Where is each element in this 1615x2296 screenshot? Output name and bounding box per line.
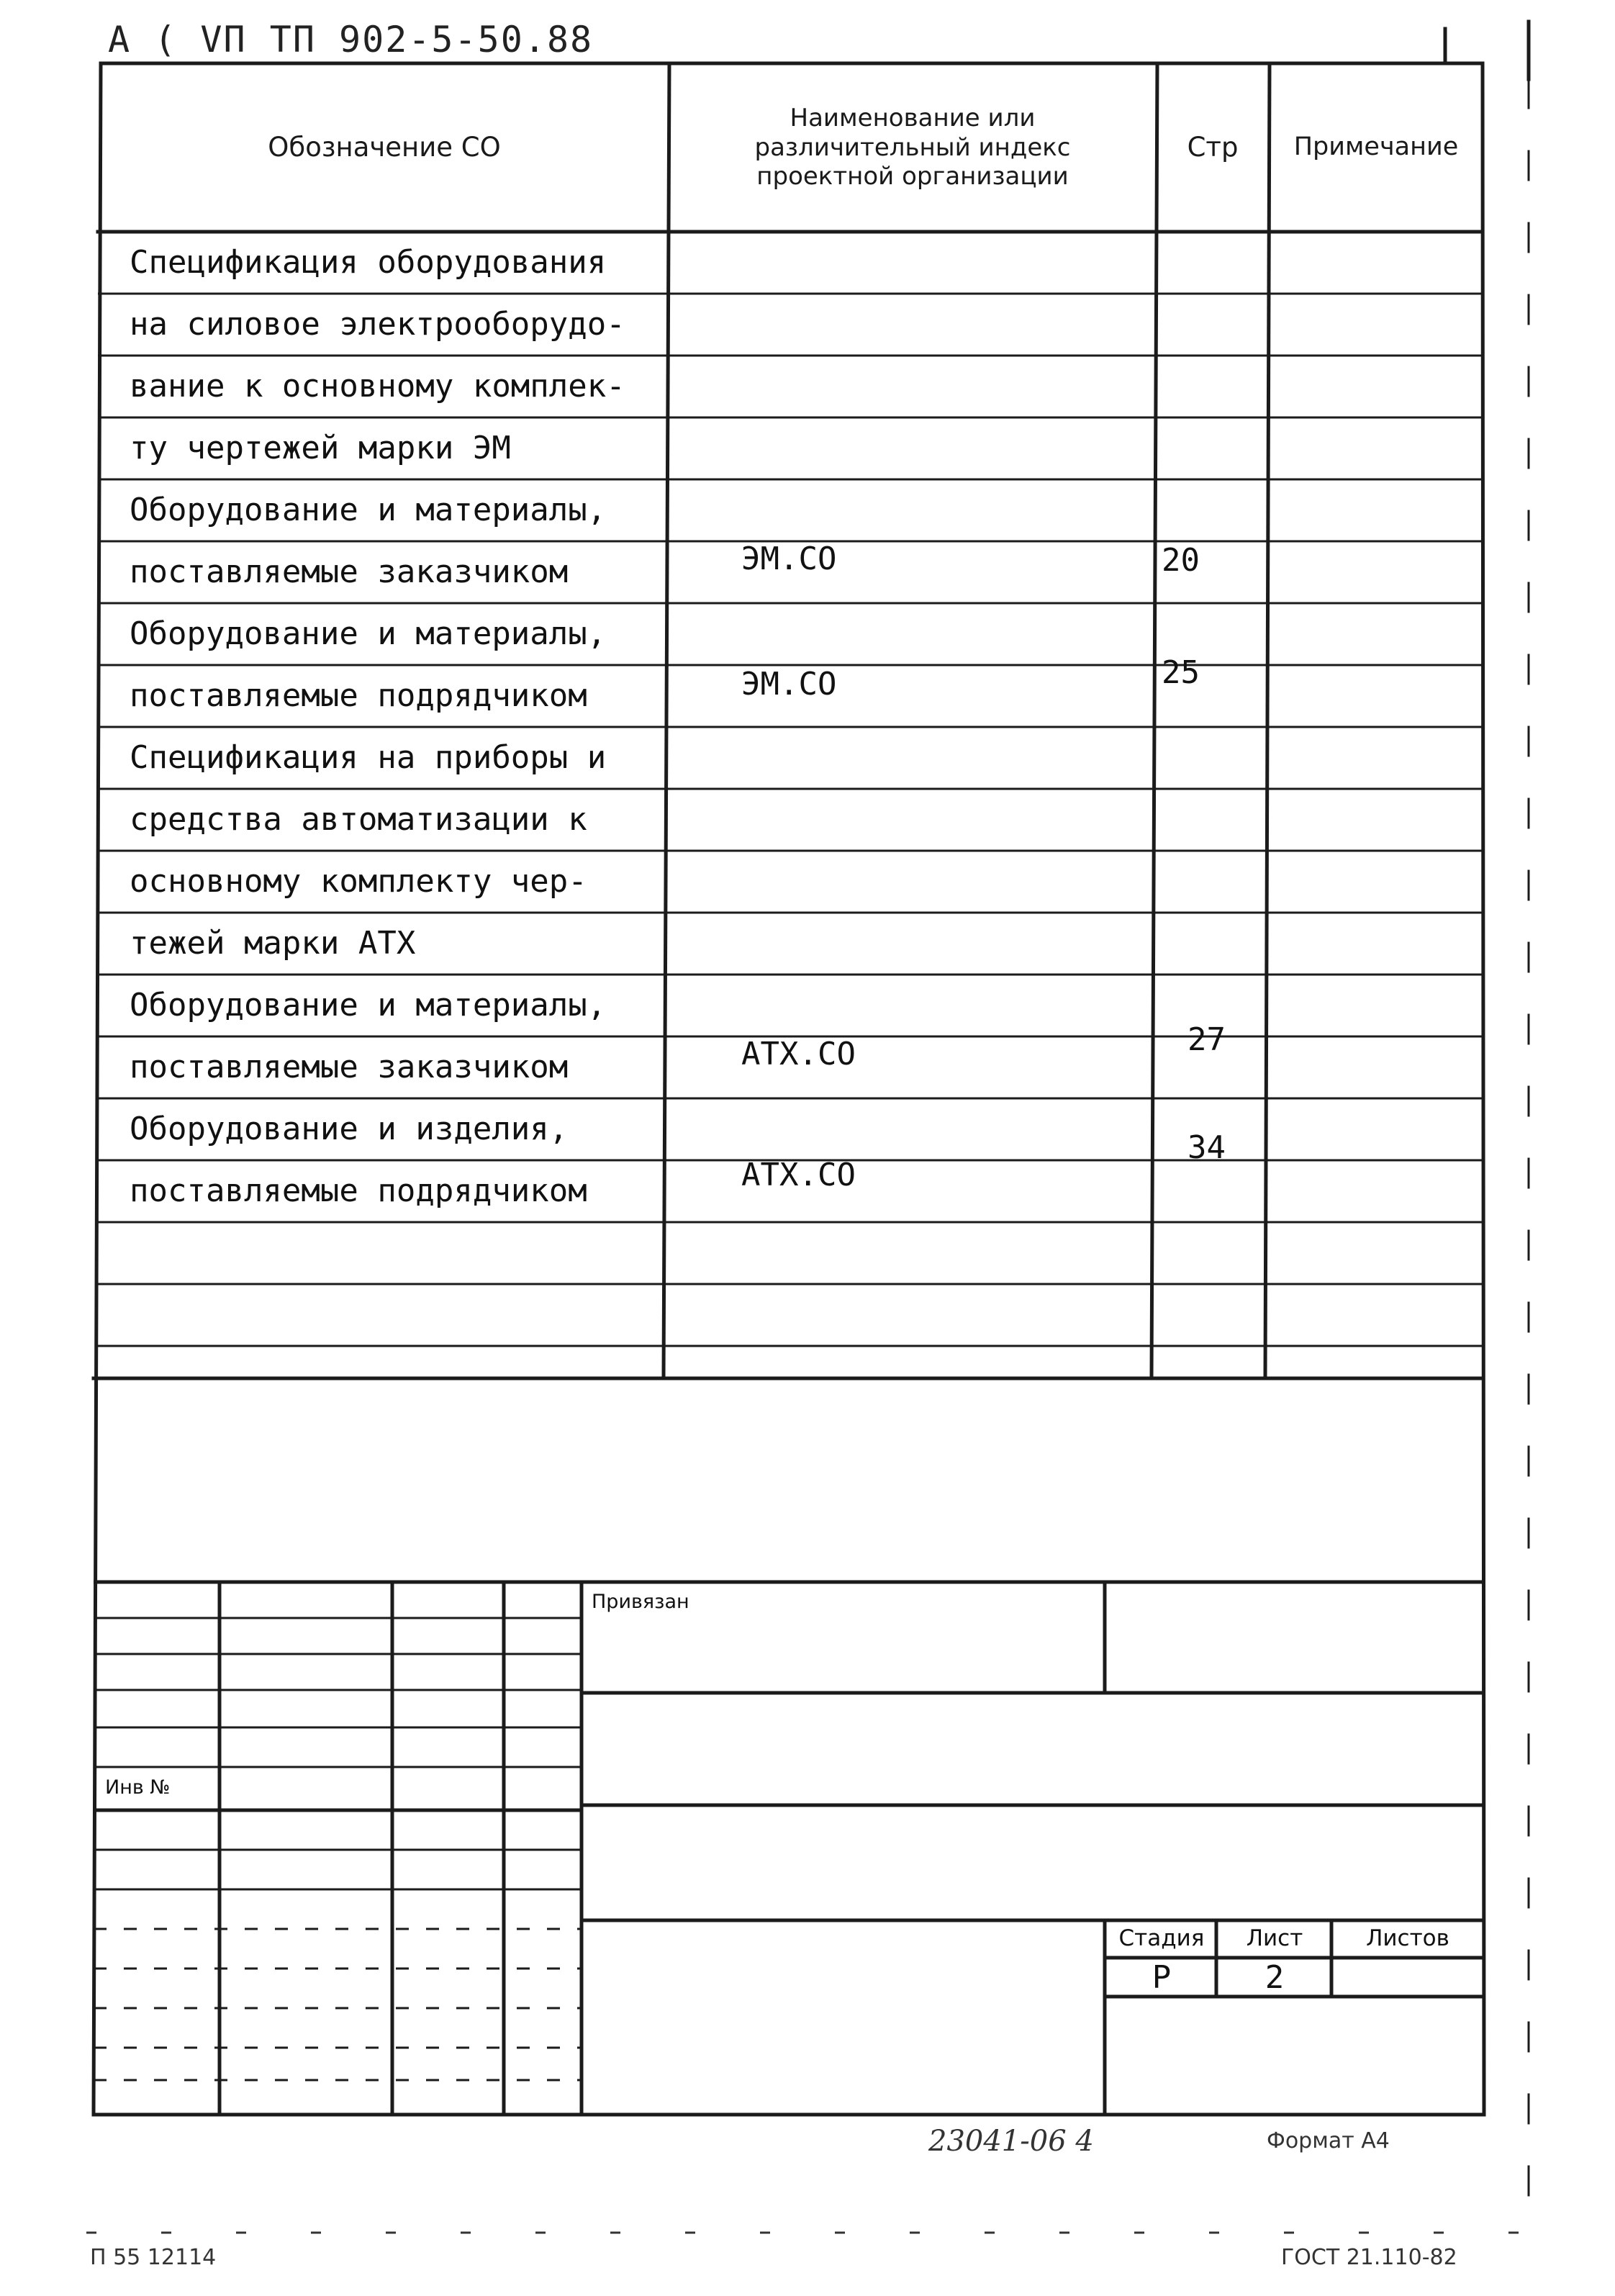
row-8-text: поставляемые подрядчиком (130, 677, 587, 714)
row-9-text: Спецификация на приборы и (130, 739, 607, 776)
header-name-line-3: проектной организации (756, 162, 1069, 191)
row-14-code: АТХ.СО (741, 1036, 856, 1072)
sheet-header: Лист (1246, 1925, 1303, 1951)
row-16-page: 34 (1188, 1129, 1226, 1166)
row-4-text: ту чертежей марки ЭМ (130, 430, 511, 466)
row-14-page: 27 (1188, 1021, 1226, 1058)
left-footer-code: П 55 12114 (90, 2245, 217, 2270)
row-2-text: на силовое электрооборудо- (130, 306, 625, 343)
row-6-page: 20 (1162, 542, 1200, 579)
header-name-line-1: Наименование или (790, 103, 1036, 132)
row-6-code: ЭМ.СО (741, 541, 837, 577)
row-12-text: тежей марки АТХ (130, 925, 416, 962)
doc-number: 23041-06 4 (928, 2125, 1094, 2158)
row-16-code: АТХ.СО (741, 1157, 856, 1193)
header-page: Стр (1187, 132, 1239, 163)
sheet-value: 2 (1265, 1959, 1285, 1996)
row-15-text: Оборудование и изделия, (130, 1111, 569, 1147)
row-8-code: ЭМ.СО (741, 666, 837, 702)
format-label: Формат А4 (1267, 2128, 1390, 2153)
row-10-text: средства автоматизации к (130, 801, 587, 838)
stage-header: Стадия (1118, 1925, 1205, 1951)
right-footer-code: ГОСТ 21.110-82 (1281, 2245, 1457, 2270)
row-6-text: поставляемые заказчиком (130, 553, 569, 590)
header-name (669, 63, 1156, 232)
row-7-text: Оборудование и материалы, (130, 615, 607, 652)
row-8-page: 25 (1162, 654, 1200, 691)
row-1-text: Спецификация оборудования (130, 244, 607, 281)
row-3-text: вание к основному комплек- (130, 368, 625, 404)
row-16-text: поставляемые подрядчиком (130, 1172, 587, 1209)
sheets-header: Листов (1366, 1925, 1449, 1951)
header-designation: Обозначение СО (268, 132, 501, 163)
bound-label: Привязан (592, 1591, 689, 1613)
stage-value: Р (1152, 1959, 1172, 1996)
inv-label: Инв № (105, 1776, 171, 1799)
page-code: А ( VП ТП 902-5-50.88 (108, 19, 594, 60)
row-13-text: Оборудование и материалы, (130, 987, 607, 1023)
header-name-line-2: различительный индекс (754, 132, 1071, 162)
header-note: Примечание (1293, 132, 1459, 162)
row-11-text: основному комплекту чер- (130, 863, 587, 900)
row-14-text: поставляемые заказчиком (130, 1049, 569, 1085)
row-5-text: Оборудование и материалы, (130, 492, 607, 528)
